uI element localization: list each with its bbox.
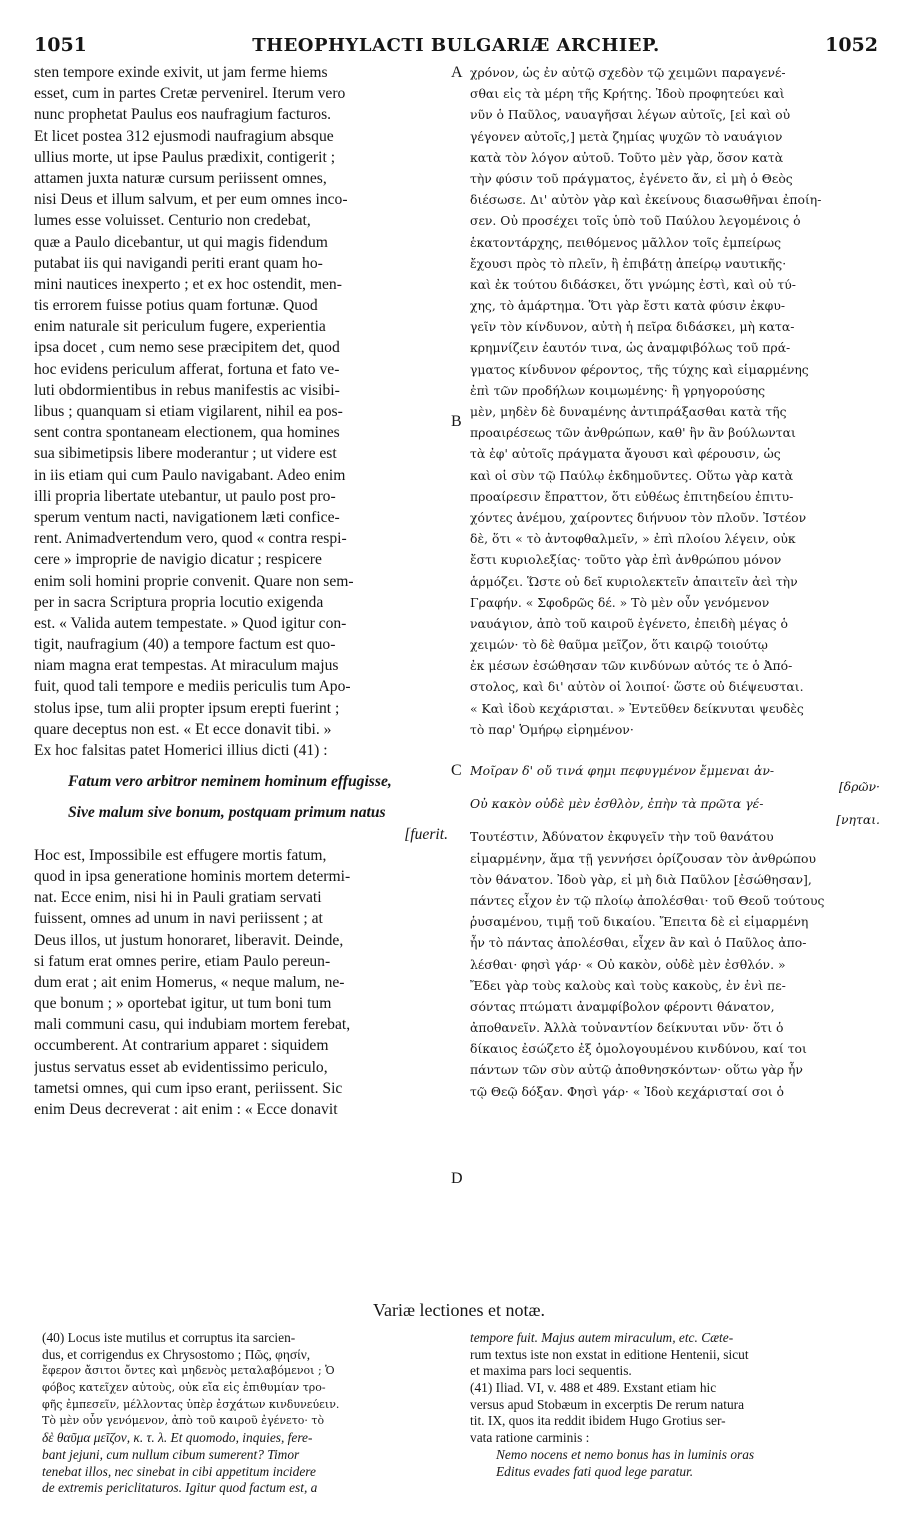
margin-letter-a: A xyxy=(451,64,463,81)
note-line: rum textus iste non exstat in editione Hentenii, sicut xyxy=(470,1346,749,1362)
latin-line: tigit, naufragium (40) a tempore factum est quo- xyxy=(34,636,336,654)
greek-line: ἐπὶ τῶν προδήλων κοιμωμένης· ἢ γρηγορούσης xyxy=(470,382,766,398)
greek-line: κατὰ τὸν λόγον αὐτοῦ. Τοῦτο μὲν γὰρ, ὅσον κατὰ xyxy=(470,149,784,165)
greek-verse-line: [δρῶν· xyxy=(838,781,880,794)
latin-line: attamen juxta naturæ cursum periissent omnes, xyxy=(34,169,327,187)
latin-line: rent. Animadvertendum vero, quod « contra respi- xyxy=(34,530,347,548)
spacer xyxy=(34,792,448,802)
spacer xyxy=(470,750,880,760)
greek-line: λέσθαι· φησὶ γάρ· « Οὐ κακὸν, οὐδὲ μὲν ἐσθλόν. » xyxy=(470,956,786,972)
greek-line: τὰ ἐφ' αὐτοῖς πράγματα ἄγουσι καὶ φέρουσιν, ὡς xyxy=(470,446,781,462)
spacer xyxy=(34,761,448,771)
latin-line: quæ a Paulo dicebantur, ut qui magis fidendum xyxy=(34,233,328,251)
note-line: versus apud Stobæum in excerptis De rerum natura xyxy=(470,1396,745,1412)
greek-line: κρημνίζειν ἑαυτόν τινα, ὡς ἀναμφιβόλως τοῦ πρά- xyxy=(470,340,791,356)
greek-line: ῥυσαμένου, τιμῇ τοῦ δικαίου. Ἔπειτα δὲ εἰ εἱμαρμένη xyxy=(470,914,809,930)
greek-line: ἔστι κυριολεξίας· τοῦτο γὰρ ἐπὶ ἀνθρώπου μόνον xyxy=(470,552,782,568)
latin-line: libus ; quanquam si etiam vigilarent, nihil ea pos- xyxy=(34,403,343,420)
greek-line: καὶ οἱ σὺν τῷ Παύλῳ ἐκδημοῦντες. Οὕτω γὰρ κατὰ xyxy=(470,467,793,483)
greek-line: σόντας πτώματι ἀναμφίβολον φέροντι θάνατον, xyxy=(470,998,775,1014)
spacer xyxy=(470,740,880,750)
greek-line: σεν. Οὐ προσέχει τοῖς ὑπὸ τοῦ Παύλου λεγομένοις ὁ xyxy=(470,213,801,229)
latin-line: sua sibimetipsis libere moderantur ; ut videre est xyxy=(34,445,337,463)
latin-line: lumes esse voluisset. Centurio non credebat, xyxy=(34,212,311,230)
latin-line: quod in ipsa generatione hominis mortem determi- xyxy=(34,867,351,885)
greek-line: εἱμαρμένην, ἅμα τῇ γεννήσει ὁρίζουσαν τὸν ἀνθρώπου xyxy=(470,850,817,866)
latin-line: tametsi omnes, qui cum ipso erant, periissent. Sic xyxy=(34,1079,343,1097)
note-line: φῆς ἐμπεσεῖν, μέλλοντας ὑπὲρ ἐσχάτων κινδυνεύειν. xyxy=(42,1397,340,1411)
latin-verse-line: Sive malum sive bonum, postquam primum natus xyxy=(68,804,386,822)
greek-line: διέσωσε. Δι' αὐτὸν γὰρ καὶ ἐκείνους διασωθῆναι ἐποίη- xyxy=(470,192,822,208)
latin-line: illi propria libertate utebantur, ut paulo post pro- xyxy=(34,487,336,505)
note-line: vata ratione carminis : xyxy=(470,1430,590,1446)
note-line: ἔφερον ἄσιτοι ὄντες καὶ μηδενὸς μεταλαβόμενοι ; Ὁ xyxy=(42,1364,335,1378)
latin-line: Hoc est, Impossibile est effugere mortis fatum, xyxy=(34,846,327,864)
latin-line: stolus ipse, tum alii propter ipsum erepti fuerint ; xyxy=(34,699,340,717)
greek-line: Ἔδει γὰρ τοὺς καλοὺς καὶ τοὺς κακοὺς, ἐν ἑνὶ πε- xyxy=(470,977,786,993)
latin-line: fuissent, omnes ad unum in navi periissent ; at xyxy=(34,910,323,928)
greek-line: χόντες ἀνέμου, χαίροντες διήνυον τὸν πλοῦν. Ἰστέον xyxy=(470,509,807,525)
note-line: tit. IX, quos ita reddit ibidem Hugo Grotius ser- xyxy=(470,1413,726,1429)
margin-letter-b: B xyxy=(451,413,462,430)
greek-line: « Καὶ ἰδοὺ κεχάρισται. » Ἐντεῦθεν δείκνυται ψευδὲς xyxy=(470,700,804,716)
latin-line: per in sacra Scriptura propria locutio exigenda xyxy=(34,593,324,611)
greek-line: γματος κίνδυνον φέροντος, τῆς τύχης καὶ εἱμαρμένης xyxy=(470,361,809,377)
greek-line: ἐκ μέσων ἐσώθησαν τῶν κινδύνων αὐτός τε ὁ Ἀπό- xyxy=(470,658,793,674)
latin-verse-line: Fatum vero arbitror neminem hominum effugisse, xyxy=(68,773,392,791)
greek-line: χειμών· τὸ δὲ θαῦμα μεῖζον, ὅτι καιρῷ τοιούτῳ xyxy=(470,637,768,653)
running-title: THEOPHYLACTI BULGARIÆ ARCHIEP. xyxy=(252,35,660,56)
latin-line: niam magna erat tempestas. At miraculum majus xyxy=(34,657,339,675)
latin-column xyxy=(34,62,448,1120)
note-line: de extremis periclitaturos. Igitur quod factum est, a xyxy=(42,1480,318,1496)
greek-verse-line: [νηται. xyxy=(836,814,880,827)
note-verse-line: Nemo nocens et nemo bonus has in luminis oras xyxy=(496,1446,755,1462)
latin-line: est. « Valida autem tempestate. » Quod igitur con- xyxy=(34,614,347,632)
greek-line: χρόνον, ὡς ἐν αὐτῷ σχεδὸν τῷ χειμῶνι παραγενέ- xyxy=(470,65,786,80)
latin-line: que bonum ; » oportebat igitur, ut tum boni tum xyxy=(34,995,332,1013)
latin-line: mali communi casu, qui indubiam mortem ferebat, xyxy=(34,1016,351,1034)
latin-line: nunc prophetat Paulus eos naufragium facturos. xyxy=(34,106,332,124)
greek-line: σθαι εἰς τὰ μέρη τῆς Κρήτης. Ἰδοὺ προφητεύει καὶ xyxy=(470,86,785,102)
greek-line: πάντες εἶχον ἐν τῷ πλοίῳ ἀπολέσθαι· τοῦ Θεοῦ τούτους xyxy=(470,892,825,908)
greek-line: τὸ παρ' Ὁμήρῳ εἰρημένον· xyxy=(470,721,634,737)
notes-right-column xyxy=(470,1330,880,1480)
margin-letter-c: C xyxy=(451,762,462,779)
latin-line: Deus illos, ut justum honoraret, liberavit. Deinde, xyxy=(34,931,344,949)
latin-line: tis errorem fuisse potius quam fortunæ. Quod xyxy=(34,297,318,315)
greek-line: γεῖν τὸν κίνδυνον, αὐτὴ ἡ πεῖρα διδάσκει, μὴ κατα- xyxy=(470,319,795,335)
greek-line: νῦν ὁ Παῦλος, ναυαγῆσαι λέγων αὐτοῖς, [εἰ καὶ οὐ xyxy=(470,107,791,123)
greek-line: ἀποθανεῖν. Ἀλλὰ τοὐναντίον δείκνυται νῦν· ὅτι ὁ xyxy=(470,1020,784,1036)
greek-line: ἔχουσι πρὸς τὸ πλεῖν, ἢ ἐπιβάτῃ ἀπείρῳ ναυτικῆς· xyxy=(470,255,787,271)
greek-column xyxy=(470,62,880,1102)
latin-line: in iis etiam qui cum Paulo navigabant. Adeo enim xyxy=(34,466,346,484)
running-header xyxy=(34,34,878,60)
greek-line: δὲ, ὅτι « τὸ ἀντοφθαλμεῖν, » ἐπὶ πλοίου λέγειν, οὐκ xyxy=(470,531,796,547)
greek-line: δίκαιος ἐσώζετο ἐξ ὁμολογουμένου κινδύνου, καί τοι xyxy=(470,1041,807,1057)
greek-line: πάντων τῶν σὺν αὐτῷ ἀποθνησκόντων· οὕτω γὰρ ἦν xyxy=(470,1062,803,1078)
greek-line: ἦν τὸ πάντας ἀπολέσθαι, εἶχεν ἂν καὶ ὁ Παῦλος ἀπο- xyxy=(470,935,807,951)
greek-line: ἑκατοντάρχης, πειθόμενος μᾶλλον τοῖς ἐμπείρως xyxy=(470,234,782,250)
greek-line: τὸν θάνατον. Ἰδοὺ γὰρ, εἰ μὴ διὰ Παῦλον [ἐσώθησαν], xyxy=(470,871,812,887)
greek-line: ἁρμόζει. Ὥστε οὐ δεῖ κυριολεκτεῖν ἀπαιτεῖν ἀεὶ τὴν xyxy=(470,573,798,589)
note-line: (41) Iliad. VI, v. 488 et 489. Exstant etiam hic xyxy=(470,1380,717,1396)
note-line: φόβος κατεῖχεν αὐτοὺς, οὐκ εἴα εἰς ἐπιθυμίαν τρο- xyxy=(42,1381,326,1395)
greek-line: ναυάγιον, ἀπὸ τοῦ καιροῦ ἐγένετο, ἐπειδὴ μέγας ὁ xyxy=(470,615,788,631)
latin-line: nisi Deus et illum salvum, et per eum omnes inco- xyxy=(34,191,348,209)
note-line: et maxima pars loci sequentis. xyxy=(470,1363,632,1379)
latin-line: nat. Ecce enim, nisi hi in Pauli gratiam servati xyxy=(34,889,322,907)
note-line: tempore fuit. Majus autem miraculum, etc. Cæte- xyxy=(470,1330,734,1345)
latin-line: hoc evidens periculum afferat, fortuna et fato ve- xyxy=(34,360,340,378)
latin-line: enim naturale sit periculum fugere, experientia xyxy=(34,318,326,336)
note-line: Τὸ μὲν οὖν γενόμενον, ἀπὸ τοῦ καιροῦ ἐγένετο· τὸ xyxy=(42,1414,325,1428)
notes-heading: Variæ lectiones et notæ. xyxy=(373,1300,545,1320)
latin-line: enim soli homini proprie convenit. Quare non sem- xyxy=(34,572,354,590)
greek-line: προαίρεσιν ἔπραττον, ὅτι εὐθέως ἐπιτηδείου ἐπιτυ- xyxy=(470,488,794,504)
notes-left-column xyxy=(42,1330,452,1497)
note-line: δὲ θαῦμα μεῖζον, κ. τ. λ. Et quomodo, inquies, fere- xyxy=(42,1430,313,1446)
latin-line: Ex hoc falsitas patet Homerici illius dicti (41) : xyxy=(34,742,328,759)
latin-line: luti obdormientibus in rebus manifestis ac visibi- xyxy=(34,381,340,399)
greek-line: γέγονεν αὐτοῖς,] μετὰ ζημίας ψυχῶν τὸ ναυάγιον xyxy=(470,128,783,144)
page-number-right: 1052 xyxy=(825,34,878,56)
latin-line: fuit, quod tali tempore e mediis periculis tum Apo- xyxy=(34,678,351,696)
latin-line: Et licet postea 312 ejusmodi naufragium absque xyxy=(34,127,334,145)
greek-line: τῷ Θεῷ δόξαν. Φησὶ γάρ· « Ἰδοὺ κεχάρισταί σοι ὁ xyxy=(470,1083,785,1099)
note-line: bant jejuni, cum nullum cibum sumerent? Timor xyxy=(42,1446,300,1462)
latin-line: enim Deus decreverat : ait enim : « Ecce donavit xyxy=(34,1101,338,1118)
latin-line: dum erat ; ait enim Homerus, « neque malum, ne- xyxy=(34,973,345,991)
note-line: tenebat illos, nec sinebat in cibi appetitum incidere xyxy=(42,1463,316,1479)
greek-line: καὶ ἐκ τούτου διδάσκει, ὅτι γνώμης ἐστὶ, καὶ οὐ τύ- xyxy=(470,276,796,292)
greek-line: Γραφήν. « Σφοδρῶς δέ. » Τὸ μὲν οὖν γενόμενον xyxy=(470,594,770,610)
latin-line: sten tempore exinde exivit, ut jam ferme hiems xyxy=(34,64,328,81)
greek-line: μὲν, μηδὲν δὲ δυναμένης ἀντιπράξασθαι κατὰ τῆς xyxy=(470,404,787,419)
margin-letter-d: D xyxy=(451,1170,463,1187)
note-verse-line: Editus evades fati quod lege paratur. xyxy=(496,1463,694,1479)
latin-line: cere » improprie de navigio dicatur ; respicere xyxy=(34,551,322,569)
greek-line: προαιρέσεως τῶν ἀνθρώπων, καθ' ἣν ἂν βούλωνται xyxy=(470,425,796,441)
page-number-left: 1051 xyxy=(34,34,87,56)
greek-line: στολος, καὶ δι' αὐτὸν οἱ λοιποί· ὥστε οὐ διέψευσται. xyxy=(470,679,804,695)
latin-line: sperum ventum nacti, navigationem læti confice- xyxy=(34,508,340,526)
latin-line: putabat iis qui navigandi periti erant quam ho- xyxy=(34,254,323,272)
latin-line: quare deceptus non est. « Et ecce donavit tibi. » xyxy=(34,720,332,738)
latin-line: esset, cum in partes Cretæ pervenirel. Iterum vero xyxy=(34,85,346,103)
latin-line: justus servatus esset ab evidentissimo periculo, xyxy=(34,1058,328,1076)
greek-line: χης, τὸ ἁμάρτημα. Ὅτι γὰρ ἔστι κατὰ φύσιν ἐκφυ- xyxy=(470,298,786,314)
latin-verse-line: [fuerit. xyxy=(404,825,448,843)
note-line: dus, et corrigendus ex Chrysostomo ; Πῶς, φησίν, xyxy=(42,1346,311,1362)
greek-line: Τουτέστιν, Ἀδύνατον ἐκφυγεῖν τὴν τοῦ θανάτου xyxy=(470,829,774,845)
note-line: (40) Locus iste mutilus et corruptus ita sarcien- xyxy=(42,1330,296,1345)
latin-line: occumberent. At contrarium apparet : siquidem xyxy=(34,1037,329,1055)
latin-line: si fatum erat omnes perire, etiam Paulo pereun- xyxy=(34,952,331,970)
greek-verse-line: Οὐ κακὸν οὐδὲ μὲν ἐσθλὸν, ἐπὴν τὰ πρῶτα γέ- xyxy=(470,796,764,812)
greek-verse-line: Μοῖραν δ' οὔ τινά φημι πεφυγμένον ἔμμεναι ἀν- xyxy=(470,763,775,778)
latin-line: ullius morte, ut ipse Paulus prædixit, contigerit ; xyxy=(34,148,336,166)
latin-line: ipsa docet , cum nemo sese præcipitem det, quod xyxy=(34,339,340,357)
latin-line: mini nautices inexperto ; et ex hoc ostendit, men- xyxy=(34,275,342,293)
latin-line: sent contra spontaneam electionem, qua homines xyxy=(34,424,340,442)
greek-line: τὴν φύσιν τοῦ πράγματος, ἐγένετο ἄν, εἰ μὴ ὁ Θεὸς xyxy=(470,170,793,186)
